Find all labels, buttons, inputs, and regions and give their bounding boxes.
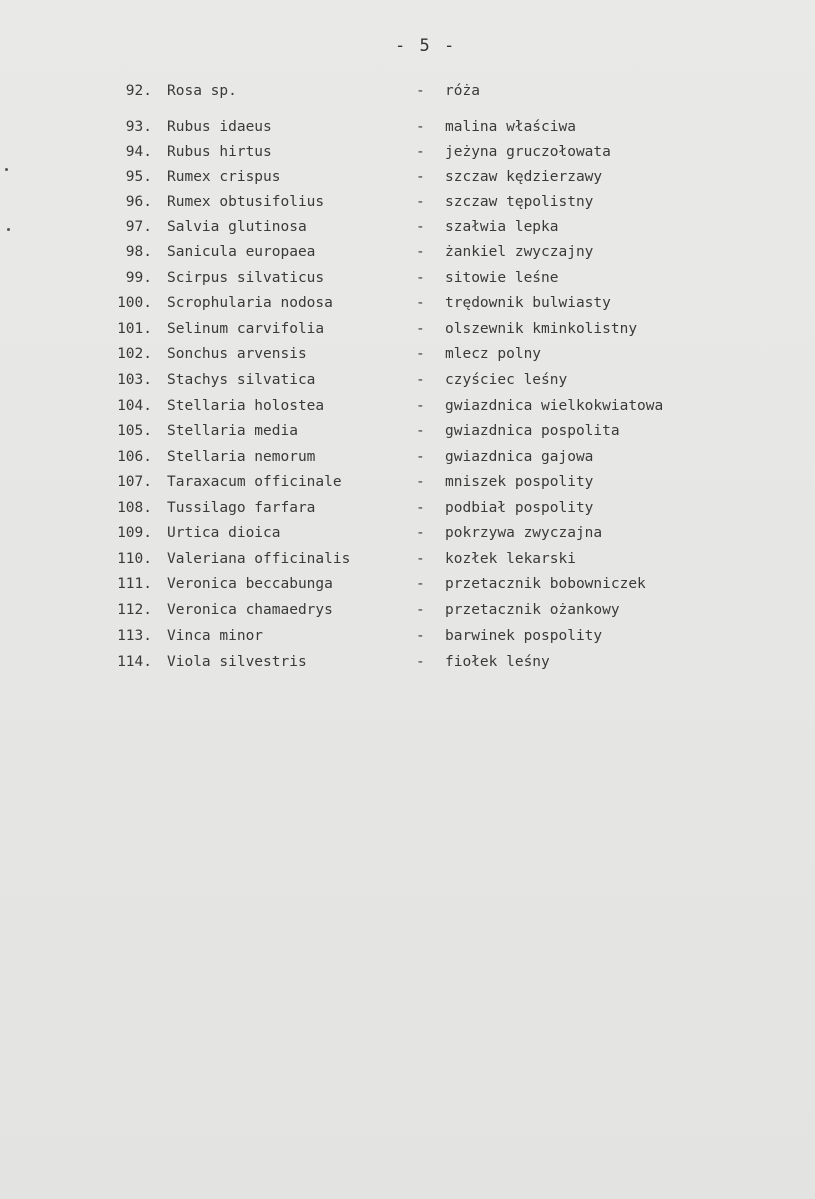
latin-name: Valeriana officinalis [167,551,351,567]
separator-dash: - [416,219,425,235]
list-item [0,318,815,340]
list-item [0,369,815,391]
separator-dash: - [416,423,425,439]
separator-dash: - [416,144,425,160]
list-item [0,599,815,621]
entry-number: 105. [117,423,152,439]
separator-dash: - [416,83,425,99]
latin-name: Sanicula europaea [167,244,316,260]
separator-dash: - [416,474,425,490]
separator-dash: - [416,628,425,644]
list-item [0,420,815,442]
polish-name: przetacznik ożankowy [445,602,620,618]
latin-name: Viola silvestris [167,654,307,670]
entry-number: 98. [125,244,152,260]
list-item [0,497,815,519]
page-number: - 5 - [395,36,457,56]
list-item [0,191,815,213]
entry-number: 109. [117,525,152,541]
entry-number: 102. [117,346,152,362]
latin-name: Veronica chamaedrys [167,602,333,618]
entry-number: 100. [117,295,152,311]
polish-name: pokrzywa zwyczajna [445,525,603,541]
entry-number: 113. [117,628,152,644]
separator-dash: - [416,295,425,311]
polish-name: sitowie leśne [445,270,559,286]
separator-dash: - [416,372,425,388]
latin-name: Stellaria holostea [167,398,325,414]
latin-name: Rumex crispus [167,169,281,185]
list-item [0,267,815,289]
entry-number: 94. [125,144,152,160]
polish-name: trędownik bulwiasty [445,295,611,311]
polish-name: szałwia lepka [445,219,559,235]
entry-number: 92. [125,83,152,99]
polish-name: mniszek pospolity [445,474,594,490]
list-item [0,395,815,417]
latin-name: Stellaria nemorum [167,449,316,465]
separator-dash: - [416,500,425,516]
latin-name: Tussilago farfara [167,500,316,516]
latin-name: Rubus idaeus [167,119,272,135]
latin-name: Rumex obtusifolius [167,194,325,210]
entry-number: 96. [125,194,152,210]
entry-number: 107. [117,474,152,490]
polish-name: szczaw kędzierzawy [445,169,603,185]
latin-name: Stellaria media [167,423,298,439]
polish-name: gwiazdnica pospolita [445,423,620,439]
polish-name: kozłek lekarski [445,551,576,567]
list-item [0,80,815,102]
polish-name: olszewnik kminkolistny [445,321,638,337]
latin-name: Urtica dioica [167,525,281,541]
polish-name: przetacznik bobowniczek [445,576,646,592]
latin-name: Scirpus silvaticus [167,270,325,286]
polish-name: jeżyna gruczołowata [445,144,611,160]
list-item [0,241,815,263]
list-item [0,471,815,493]
entry-number: 99. [125,270,152,286]
list-item [0,548,815,570]
entry-number: 104. [117,398,152,414]
polish-name: róża [445,83,480,99]
latin-name: Rubus hirtus [167,144,272,160]
separator-dash: - [416,244,425,260]
entry-number: 106. [117,449,152,465]
separator-dash: - [416,551,425,567]
polish-name: żankiel zwyczajny [445,244,594,260]
list-item [0,446,815,468]
latin-name: Stachys silvatica [167,372,316,388]
entry-number: 95. [125,169,152,185]
list-item [0,343,815,365]
separator-dash: - [416,270,425,286]
polish-name: podbiał pospolity [445,500,594,516]
separator-dash: - [416,525,425,541]
separator-dash: - [416,449,425,465]
separator-dash: - [416,119,425,135]
latin-name: Sonchus arvensis [167,346,307,362]
polish-name: malina właściwa [445,119,576,135]
list-item [0,651,815,673]
separator-dash: - [416,602,425,618]
entry-number: 110. [117,551,152,567]
list-item [0,141,815,163]
polish-name: fiołek leśny [445,654,550,670]
separator-dash: - [416,169,425,185]
list-item [0,573,815,595]
separator-dash: - [416,346,425,362]
separator-dash: - [416,576,425,592]
list-item [0,292,815,314]
separator-dash: - [416,654,425,670]
latin-name: Taraxacum officinale [167,474,342,490]
polish-name: gwiazdnica wielkokwiatowa [445,398,664,414]
latin-name: Scrophularia nodosa [167,295,333,311]
polish-name: mlecz polny [445,346,542,362]
list-item [0,216,815,238]
separator-dash: - [416,398,425,414]
latin-name: Selinum carvifolia [167,321,325,337]
polish-name: szczaw tępolistny [445,194,594,210]
latin-name: Vinca minor [167,628,264,644]
latin-name: Veronica beccabunga [167,576,333,592]
entry-number: 114. [117,654,152,670]
latin-name: Salvia glutinosa [167,219,307,235]
list-item [0,625,815,647]
polish-name: czyściec leśny [445,372,568,388]
separator-dash: - [416,321,425,337]
list-item [0,166,815,188]
list-item [0,522,815,544]
entry-number: 112. [117,602,152,618]
entry-number: 108. [117,500,152,516]
polish-name: barwinek pospolity [445,628,603,644]
latin-name: Rosa sp. [167,83,237,99]
entry-number: 97. [125,219,152,235]
entry-number: 101. [117,321,152,337]
entry-number: 93. [125,119,152,135]
entry-number: 103. [117,372,152,388]
polish-name: gwiazdnica gajowa [445,449,594,465]
separator-dash: - [416,194,425,210]
entry-number: 111. [117,576,152,592]
list-item [0,116,815,138]
